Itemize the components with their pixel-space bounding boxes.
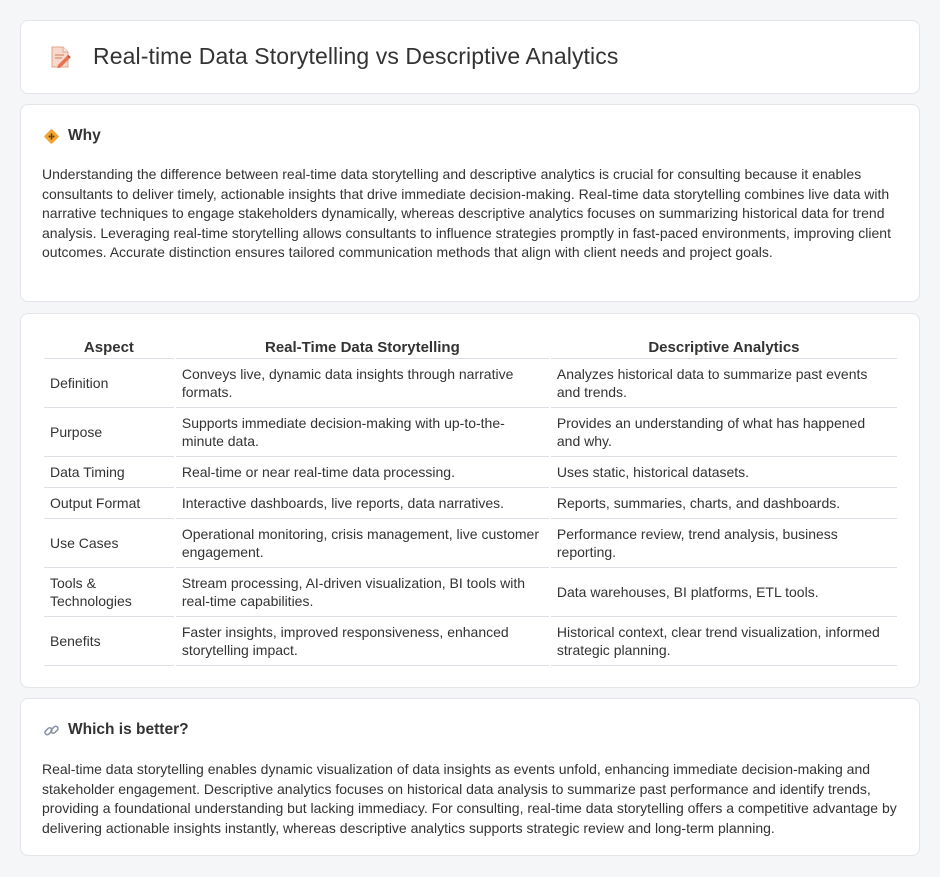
- title-card: [20, 20, 920, 94]
- row-aspect: Output Format: [44, 488, 174, 519]
- header-descriptive: Descriptive Analytics: [551, 334, 897, 359]
- document-pen-icon: [47, 44, 73, 70]
- row-aspect: Tools & Technologies: [44, 568, 174, 617]
- warning-diamond-icon: [43, 128, 60, 145]
- table-row: [44, 617, 897, 666]
- row-realtime: Supports immediate decision-making with up-to-the-minute data.: [176, 408, 549, 457]
- better-heading-row: [43, 721, 189, 739]
- comparison-section: [20, 313, 920, 688]
- row-realtime: Operational monitoring, crisis management, live customer engagement.: [176, 519, 549, 568]
- row-descriptive: Provides an understanding of what has happened and why.: [551, 408, 897, 457]
- row-aspect: Benefits: [44, 617, 174, 666]
- row-descriptive: Uses static, historical datasets.: [551, 457, 897, 488]
- row-descriptive: Analyzes historical data to summarize past events and trends.: [551, 359, 897, 408]
- page-title: Real-time Data Storytelling vs Descriptive Analytics: [93, 43, 619, 69]
- why-text: Understanding the difference between real-time data storytelling and descriptive analytics is crucial for consulting because it enables consultants to deliver timely, actionable insights that drive immediate decision-making. Real-time data storytelling combines live data with narrative techniques to engage stakeholders dynamically, whereas descriptive analytics focuses on summarizing historical data for trend analysis. Leveraging real-time storytelling allows consultants to influence strategies promptly in fast-paced environments, improving client outcomes. Accurate distinction ensures tailored communication methods that align with client needs and project goals.: [42, 166, 891, 261]
- table-row: [44, 488, 897, 519]
- row-descriptive: Reports, summaries, charts, and dashboards.: [551, 488, 897, 519]
- table-row: [44, 568, 897, 617]
- table-header-row: [44, 334, 897, 359]
- why-section: [20, 104, 920, 302]
- row-descriptive: Data warehouses, BI platforms, ETL tools.: [551, 568, 897, 617]
- comparison-table: [42, 334, 899, 666]
- row-realtime: Stream processing, AI-driven visualization, BI tools with real-time capabilities.: [176, 568, 549, 617]
- table-row: [44, 359, 897, 408]
- title-wrap: [47, 43, 618, 70]
- row-aspect: Definition: [44, 359, 174, 408]
- link-icon: [43, 722, 60, 739]
- table-row: [44, 519, 897, 568]
- row-descriptive: Performance review, trend analysis, business reporting.: [551, 519, 897, 568]
- header-realtime: Real-Time Data Storytelling: [176, 334, 549, 359]
- row-aspect: Data Timing: [44, 457, 174, 488]
- row-realtime: Conveys live, dynamic data insights through narrative formats.: [176, 359, 549, 408]
- table-row: [44, 457, 897, 488]
- why-heading-row: [43, 127, 101, 145]
- row-descriptive: Historical context, clear trend visualization, informed strategic planning.: [551, 617, 897, 666]
- why-heading: Why: [68, 127, 101, 144]
- which-better-section: [20, 698, 920, 856]
- row-realtime: Faster insights, improved responsiveness, enhanced storytelling impact.: [176, 617, 549, 666]
- row-aspect: Purpose: [44, 408, 174, 457]
- row-realtime: Real-time or near real-time data processing.: [176, 457, 549, 488]
- row-realtime: Interactive dashboards, live reports, data narratives.: [176, 488, 549, 519]
- better-heading: Which is better?: [68, 721, 189, 738]
- table-row: [44, 408, 897, 457]
- better-text: Real-time data storytelling enables dynamic visualization of data insights as events unfold, enhancing immediate decision-making and stakeholder engagement. Descriptive analytics focuses on historical data analysis to summarize past performance and identify trends, providing a foundational understanding but lacking immediacy. For consulting, real-time data storytelling offers a competitive advantage by delivering actionable insights instantly, whereas descriptive analytics supports strategic review and long-term planning.: [42, 761, 897, 836]
- row-aspect: Use Cases: [44, 519, 174, 568]
- header-aspect: Aspect: [44, 334, 174, 359]
